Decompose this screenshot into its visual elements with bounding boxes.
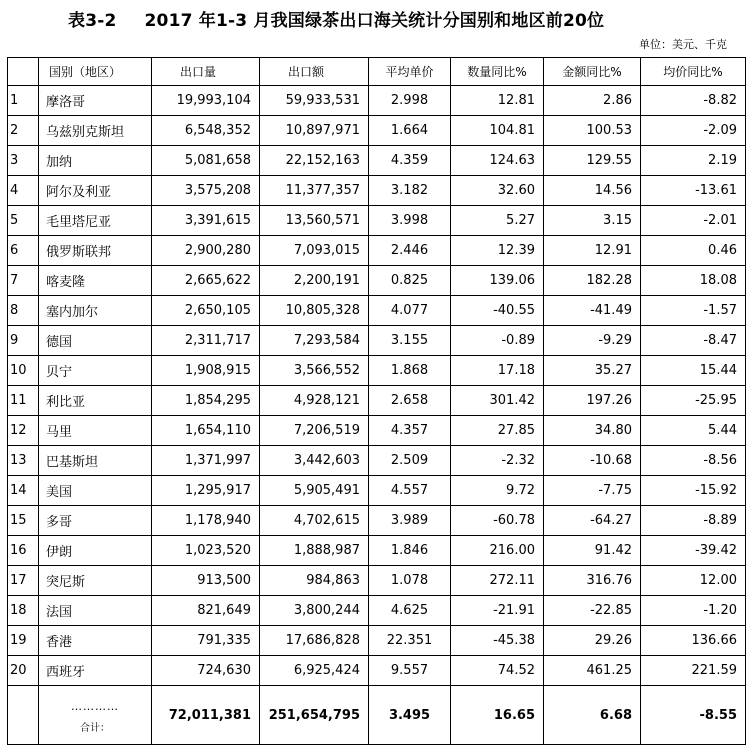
qty-yoy-cell: 139.06 xyxy=(451,266,544,296)
country-cell: 香港 xyxy=(39,626,152,656)
price-yoy-cell: -39.42 xyxy=(641,536,746,566)
country-cell: 阿尔及利亚 xyxy=(39,176,152,206)
table-row xyxy=(8,356,746,386)
row-index: 6 xyxy=(8,236,39,266)
amount-cell: 3,566,552 xyxy=(260,356,369,386)
table-row xyxy=(8,446,746,476)
row-index: 10 xyxy=(8,356,39,386)
price-yoy-cell: 136.66 xyxy=(641,626,746,656)
row-index: 2 xyxy=(8,116,39,146)
header-qty-yoy: 数量同比% xyxy=(451,58,544,86)
qty-cell: 2,900,280 xyxy=(152,236,260,266)
qty-yoy-cell: -45.38 xyxy=(451,626,544,656)
amt-yoy-cell: 29.26 xyxy=(544,626,641,656)
amt-yoy-cell: 100.53 xyxy=(544,116,641,146)
row-index: 12 xyxy=(8,416,39,446)
table-row xyxy=(8,86,746,116)
country-cell: 法国 xyxy=(39,596,152,626)
amount-cell: 7,206,519 xyxy=(260,416,369,446)
amt-yoy-cell: 197.26 xyxy=(544,386,641,416)
total-price: 3.495 xyxy=(369,686,451,745)
amount-cell: 3,442,603 xyxy=(260,446,369,476)
price-cell: 1.078 xyxy=(369,566,451,596)
amt-yoy-cell: 2.86 xyxy=(544,86,641,116)
amount-cell: 4,702,615 xyxy=(260,506,369,536)
price-yoy-cell: 15.44 xyxy=(641,356,746,386)
qty-cell: 2,665,622 xyxy=(152,266,260,296)
table-title-text: 2017 年1-3 月我国绿茶出口海关统计分国别和地区前20位 xyxy=(144,11,605,31)
price-yoy-cell: 12.00 xyxy=(641,566,746,596)
amt-yoy-cell: 316.76 xyxy=(544,566,641,596)
table-row xyxy=(8,416,746,446)
price-cell: 4.625 xyxy=(369,596,451,626)
row-index: 8 xyxy=(8,296,39,326)
country-cell: 多哥 xyxy=(39,506,152,536)
qty-cell: 724,630 xyxy=(152,656,260,686)
country-cell: 美国 xyxy=(39,476,152,506)
table-row xyxy=(8,626,746,656)
qty-yoy-cell: 124.63 xyxy=(451,146,544,176)
price-cell: 22.351 xyxy=(369,626,451,656)
price-cell: 2.509 xyxy=(369,446,451,476)
price-yoy-cell: -2.09 xyxy=(641,116,746,146)
total-qty: 72,011,381 xyxy=(152,686,260,745)
qty-yoy-cell: 12.39 xyxy=(451,236,544,266)
amt-yoy-cell: 14.56 xyxy=(544,176,641,206)
qty-cell: 791,335 xyxy=(152,626,260,656)
amount-cell: 10,897,971 xyxy=(260,116,369,146)
table-row xyxy=(8,566,746,596)
price-yoy-cell: -2.01 xyxy=(641,206,746,236)
table-row xyxy=(8,176,746,206)
qty-yoy-cell: 104.81 xyxy=(451,116,544,146)
price-cell: 4.359 xyxy=(369,146,451,176)
qty-cell: 913,500 xyxy=(152,566,260,596)
row-index: 17 xyxy=(8,566,39,596)
country-cell: 西班牙 xyxy=(39,656,152,686)
row-index: 18 xyxy=(8,596,39,626)
qty-yoy-cell: -0.89 xyxy=(451,326,544,356)
price-yoy-cell: -1.20 xyxy=(641,596,746,626)
header-price-yoy: 均价同比% xyxy=(641,58,746,86)
price-yoy-cell: 221.59 xyxy=(641,656,746,686)
row-index: 9 xyxy=(8,326,39,356)
amount-cell: 6,925,424 xyxy=(260,656,369,686)
amount-cell: 5,905,491 xyxy=(260,476,369,506)
qty-yoy-cell: 12.81 xyxy=(451,86,544,116)
price-cell: 2.998 xyxy=(369,86,451,116)
qty-cell: 3,575,208 xyxy=(152,176,260,206)
qty-cell: 5,081,658 xyxy=(152,146,260,176)
header-index xyxy=(8,58,39,86)
country-cell: 摩洛哥 xyxy=(39,86,152,116)
amt-yoy-cell: 182.28 xyxy=(544,266,641,296)
total-amount: 251,654,795 xyxy=(260,686,369,745)
row-index: 3 xyxy=(8,146,39,176)
price-cell: 1.846 xyxy=(369,536,451,566)
amt-yoy-cell: 12.91 xyxy=(544,236,641,266)
price-cell: 3.182 xyxy=(369,176,451,206)
amount-cell: 13,560,571 xyxy=(260,206,369,236)
qty-yoy-cell: 74.52 xyxy=(451,656,544,686)
price-yoy-cell: -1.57 xyxy=(641,296,746,326)
amt-yoy-cell: 129.55 xyxy=(544,146,641,176)
table-row xyxy=(8,506,746,536)
table-row xyxy=(8,596,746,626)
country-cell: 毛里塔尼亚 xyxy=(39,206,152,236)
price-yoy-cell: -8.89 xyxy=(641,506,746,536)
row-index: 4 xyxy=(8,176,39,206)
amt-yoy-cell: 3.15 xyxy=(544,206,641,236)
price-yoy-cell: 18.08 xyxy=(641,266,746,296)
row-index: 14 xyxy=(8,476,39,506)
row-index: 7 xyxy=(8,266,39,296)
qty-yoy-cell: -40.55 xyxy=(451,296,544,326)
qty-yoy-cell: 301.42 xyxy=(451,386,544,416)
header-amt-yoy: 金额同比% xyxy=(544,58,641,86)
qty-cell: 2,311,717 xyxy=(152,326,260,356)
qty-cell: 1,023,520 xyxy=(152,536,260,566)
price-cell: 4.357 xyxy=(369,416,451,446)
country-cell: 俄罗斯联邦 xyxy=(39,236,152,266)
country-cell: 伊朗 xyxy=(39,536,152,566)
amt-yoy-cell: 34.80 xyxy=(544,416,641,446)
country-cell: 喀麦隆 xyxy=(39,266,152,296)
amt-yoy-cell: 91.42 xyxy=(544,536,641,566)
header-qty: 出口量 xyxy=(152,58,260,86)
table-number: 表3-2 xyxy=(68,11,117,31)
table-row xyxy=(8,656,746,686)
row-index: 15 xyxy=(8,506,39,536)
table-row xyxy=(8,116,746,146)
total-dots: ………… xyxy=(71,700,119,713)
qty-yoy-cell: -21.91 xyxy=(451,596,544,626)
price-yoy-cell: 0.46 xyxy=(641,236,746,266)
price-cell: 2.446 xyxy=(369,236,451,266)
amt-yoy-cell: -64.27 xyxy=(544,506,641,536)
country-cell: 德国 xyxy=(39,326,152,356)
qty-yoy-cell: 5.27 xyxy=(451,206,544,236)
country-cell: 利比亚 xyxy=(39,386,152,416)
amount-cell: 7,093,015 xyxy=(260,236,369,266)
table-row xyxy=(8,536,746,566)
price-cell: 3.155 xyxy=(369,326,451,356)
amount-cell: 4,928,121 xyxy=(260,386,369,416)
amt-yoy-cell: 461.25 xyxy=(544,656,641,686)
amt-yoy-cell: -22.85 xyxy=(544,596,641,626)
header-country: 国别（地区） xyxy=(39,58,152,86)
country-cell: 巴基斯坦 xyxy=(39,446,152,476)
price-cell: 1.664 xyxy=(369,116,451,146)
country-cell: 乌兹别克斯坦 xyxy=(39,116,152,146)
table-row xyxy=(8,386,746,416)
table-row xyxy=(8,266,746,296)
table-row xyxy=(8,236,746,266)
price-cell: 1.868 xyxy=(369,356,451,386)
row-index: 19 xyxy=(8,626,39,656)
qty-cell: 1,854,295 xyxy=(152,386,260,416)
country-cell: 塞内加尔 xyxy=(39,296,152,326)
price-cell: 3.989 xyxy=(369,506,451,536)
amount-cell: 59,933,531 xyxy=(260,86,369,116)
amount-cell: 22,152,163 xyxy=(260,146,369,176)
amt-yoy-cell: -41.49 xyxy=(544,296,641,326)
qty-cell: 19,993,104 xyxy=(152,86,260,116)
table-row xyxy=(8,206,746,236)
qty-yoy-cell: 17.18 xyxy=(451,356,544,386)
table-row xyxy=(8,326,746,356)
total-label: 合计： xyxy=(80,723,110,734)
header-price: 平均单价 xyxy=(369,58,451,86)
price-yoy-cell: 2.19 xyxy=(641,146,746,176)
qty-yoy-cell: 272.11 xyxy=(451,566,544,596)
price-yoy-cell: -25.95 xyxy=(641,386,746,416)
amount-cell: 3,800,244 xyxy=(260,596,369,626)
price-yoy-cell: -8.56 xyxy=(641,446,746,476)
price-yoy-cell: -13.61 xyxy=(641,176,746,206)
qty-cell: 6,548,352 xyxy=(152,116,260,146)
price-yoy-cell: -8.47 xyxy=(641,326,746,356)
price-cell: 4.557 xyxy=(369,476,451,506)
header-amount: 出口额 xyxy=(260,58,369,86)
amount-cell: 10,805,328 xyxy=(260,296,369,326)
qty-yoy-cell: 9.72 xyxy=(451,476,544,506)
total-amt-yoy: 6.68 xyxy=(544,686,641,745)
amount-cell: 17,686,828 xyxy=(260,626,369,656)
amount-cell: 984,863 xyxy=(260,566,369,596)
country-cell: 马里 xyxy=(39,416,152,446)
qty-yoy-cell: 216.00 xyxy=(451,536,544,566)
qty-yoy-cell: 27.85 xyxy=(451,416,544,446)
qty-cell: 3,391,615 xyxy=(152,206,260,236)
total-price-yoy: -8.55 xyxy=(641,686,746,745)
price-cell: 4.077 xyxy=(369,296,451,326)
header-row xyxy=(8,58,746,86)
price-cell: 2.658 xyxy=(369,386,451,416)
unit-note: 单位：美元、千克 xyxy=(639,38,727,51)
country-cell: 加纳 xyxy=(39,146,152,176)
amount-cell: 7,293,584 xyxy=(260,326,369,356)
price-yoy-cell: -8.82 xyxy=(641,86,746,116)
qty-cell: 821,649 xyxy=(152,596,260,626)
qty-cell: 1,178,940 xyxy=(152,506,260,536)
amount-cell: 11,377,357 xyxy=(260,176,369,206)
price-cell: 3.998 xyxy=(369,206,451,236)
row-index: 20 xyxy=(8,656,39,686)
qty-cell: 2,650,105 xyxy=(152,296,260,326)
row-index: 1 xyxy=(8,86,39,116)
price-cell: 0.825 xyxy=(369,266,451,296)
row-index: 13 xyxy=(8,446,39,476)
qty-yoy-cell: -2.32 xyxy=(451,446,544,476)
row-index: 16 xyxy=(8,536,39,566)
price-cell: 9.557 xyxy=(369,656,451,686)
total-qty-yoy: 16.65 xyxy=(451,686,544,745)
qty-cell: 1,295,917 xyxy=(152,476,260,506)
row-index: 11 xyxy=(8,386,39,416)
qty-cell: 1,908,915 xyxy=(152,356,260,386)
qty-cell: 1,654,110 xyxy=(152,416,260,446)
row-index: 5 xyxy=(8,206,39,236)
table-row xyxy=(8,476,746,506)
table-row xyxy=(8,146,746,176)
amt-yoy-cell: 35.27 xyxy=(544,356,641,386)
green-tea-export-table xyxy=(7,57,746,745)
qty-yoy-cell: -60.78 xyxy=(451,506,544,536)
price-yoy-cell: -15.92 xyxy=(641,476,746,506)
country-cell: 突尼斯 xyxy=(39,566,152,596)
amt-yoy-cell: -9.29 xyxy=(544,326,641,356)
amount-cell: 2,200,191 xyxy=(260,266,369,296)
amt-yoy-cell: -7.75 xyxy=(544,476,641,506)
qty-cell: 1,371,997 xyxy=(152,446,260,476)
amt-yoy-cell: -10.68 xyxy=(544,446,641,476)
country-cell: 贝宁 xyxy=(39,356,152,386)
amount-cell: 1,888,987 xyxy=(260,536,369,566)
qty-yoy-cell: 32.60 xyxy=(451,176,544,206)
table-row xyxy=(8,296,746,326)
price-yoy-cell: 5.44 xyxy=(641,416,746,446)
table-title xyxy=(68,6,604,31)
